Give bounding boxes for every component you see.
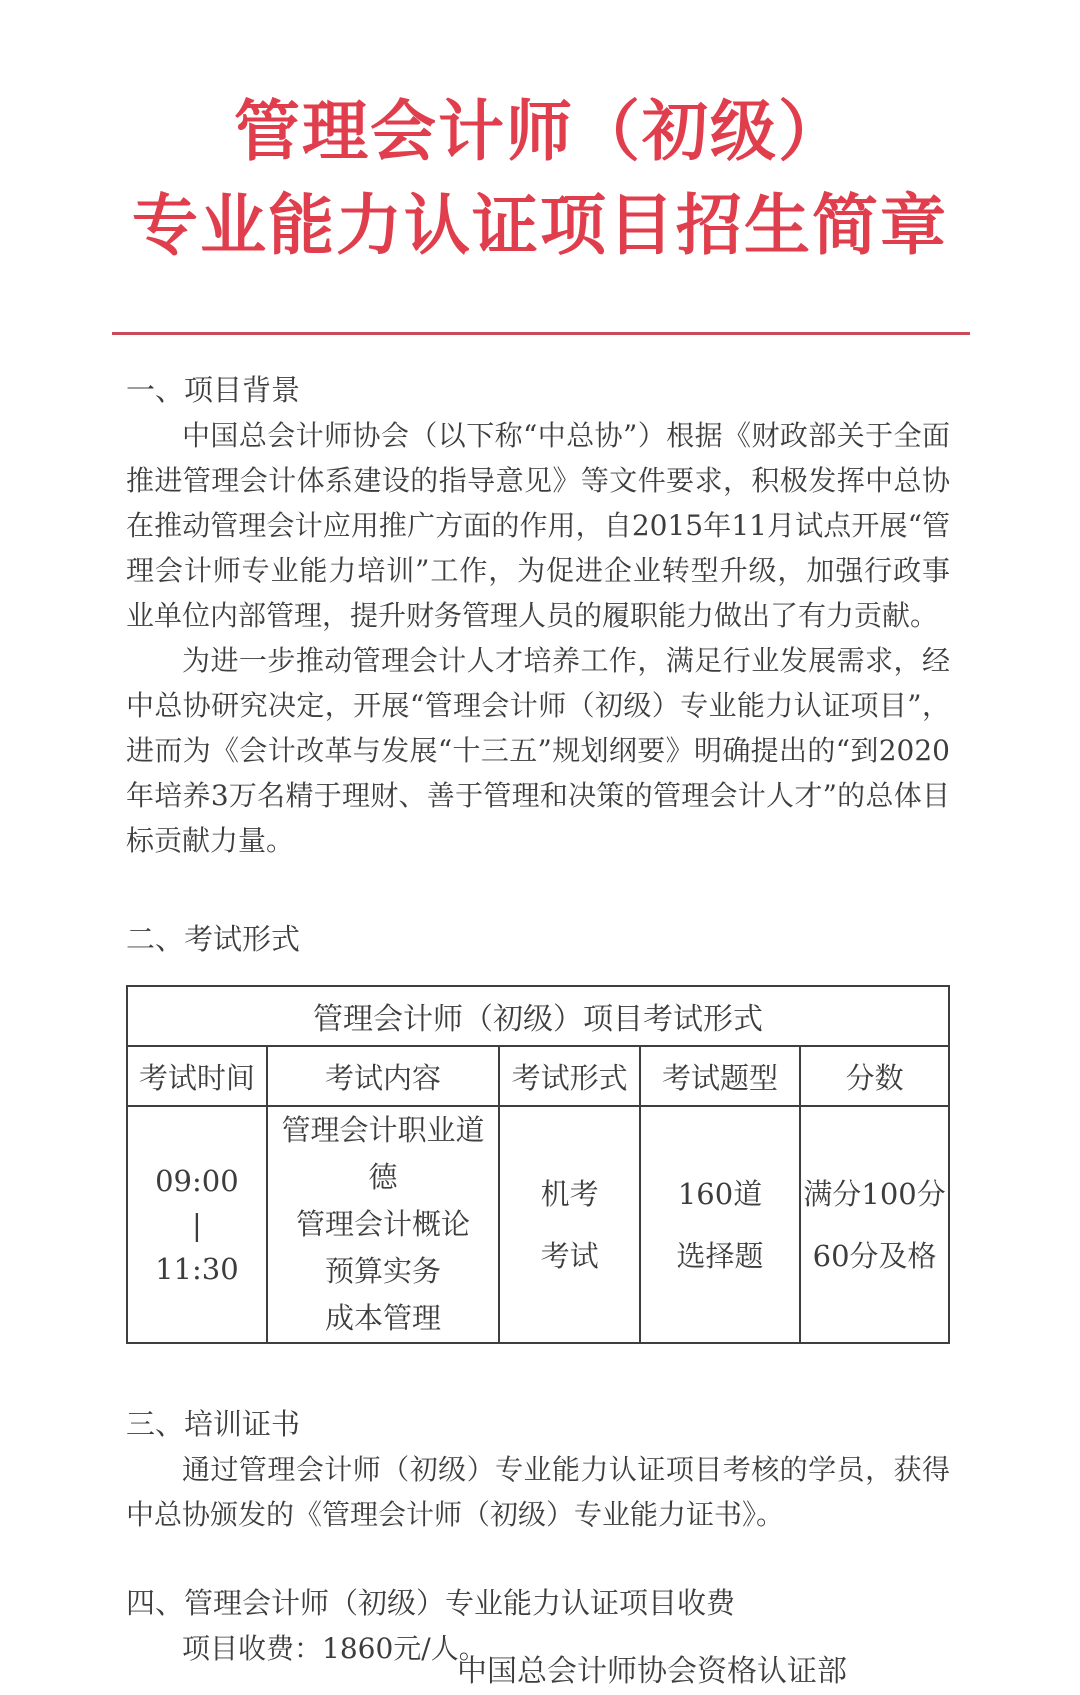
question-count: 160道 — [677, 1176, 763, 1211]
project-fee-line: 项目收费：1860元/人。 — [182, 1632, 487, 1665]
question-kind: 选择题 — [676, 1238, 764, 1273]
table-title: 管理会计师（初级）项目考试形式 — [127, 986, 949, 1046]
section-1-heading: 一、项目背景 — [126, 373, 301, 407]
table-data-row — [127, 1106, 949, 1343]
section-4-heading: 四、管理会计师（初级）专业能力认证项目收费 — [126, 1586, 736, 1620]
score-full: 满分100分 — [803, 1176, 946, 1211]
exam-subject-2: 管理会计概论 — [296, 1207, 471, 1241]
exam-time-end: 11:30 — [155, 1251, 239, 1286]
table-header-question-type: 考试题型 — [640, 1046, 800, 1106]
exam-subject-4: 成本管理 — [325, 1301, 442, 1335]
table-header-exam-format: 考试形式 — [499, 1046, 640, 1106]
score-pass: 60分及格 — [812, 1238, 937, 1273]
exam-time-separator: | — [191, 1207, 202, 1242]
cell-exam-format — [499, 1106, 640, 1343]
project-background-paragraph-2: 为进一步推动管理会计人才培养工作，满足行业发展需求，经中总协研究决定，开展“管理会计师（初级）专业能力认证项目”，进而为《会计改革与发展“十三五”规划纲要》明确提出的“到2020年培养3万名精于理财、善于管理和决策的管理会计人才”的总体目标贡献力量。 — [126, 644, 950, 857]
exam-format-table — [126, 985, 950, 1344]
exam-format-line-2: 考试 — [540, 1238, 599, 1273]
project-background-paragraph-1: 中国总会计师协会（以下称“中总协”）根据《财政部关于全面推进管理会计体系建设的指导意见》等文件要求，积极发挥中总协在推动管理会计应用推广方面的作用，自2015年11月试点开展“管理会计师专业能力培训”工作，为促进企业转型升级，加强行政事业单位内部管理，提升财务管理人员的履职能力做出了有力贡献。 — [126, 419, 950, 632]
title-divider-line — [112, 332, 970, 335]
table-header-row — [127, 1046, 949, 1106]
document-title — [0, 0, 1080, 272]
table-header-score: 分数 — [800, 1046, 949, 1106]
title-line-2: 专业能力认证项目招生简章 — [132, 186, 948, 264]
exam-subject-1: 管理会计职业道德 — [281, 1113, 485, 1194]
section-3-heading: 三、培训证书 — [126, 1407, 301, 1441]
cell-question-type — [640, 1106, 800, 1343]
exam-time-start: 09:00 — [155, 1163, 239, 1198]
table-header-exam-time: 考试时间 — [127, 1046, 267, 1106]
title-line-1: 管理会计师（初级） — [234, 92, 846, 170]
cell-exam-time — [127, 1106, 267, 1343]
cell-exam-content — [267, 1106, 500, 1343]
exam-format-line-1: 机考 — [540, 1176, 599, 1211]
cell-score — [800, 1106, 949, 1343]
section-2-heading: 二、考试形式 — [126, 922, 301, 956]
certificate-paragraph: 通过管理会计师（初级）专业能力认证项目考核的学员，获得中总协颁发的《管理会计师（初级）专业能力证书》。 — [126, 1453, 950, 1531]
exam-subject-3: 预算实务 — [325, 1254, 442, 1288]
footer-signature: 中国总会计师协会资格认证部 — [457, 1654, 847, 1689]
table-header-exam-content: 考试内容 — [267, 1046, 500, 1106]
document-body — [0, 368, 1080, 1671]
table-title-row — [127, 986, 949, 1046]
